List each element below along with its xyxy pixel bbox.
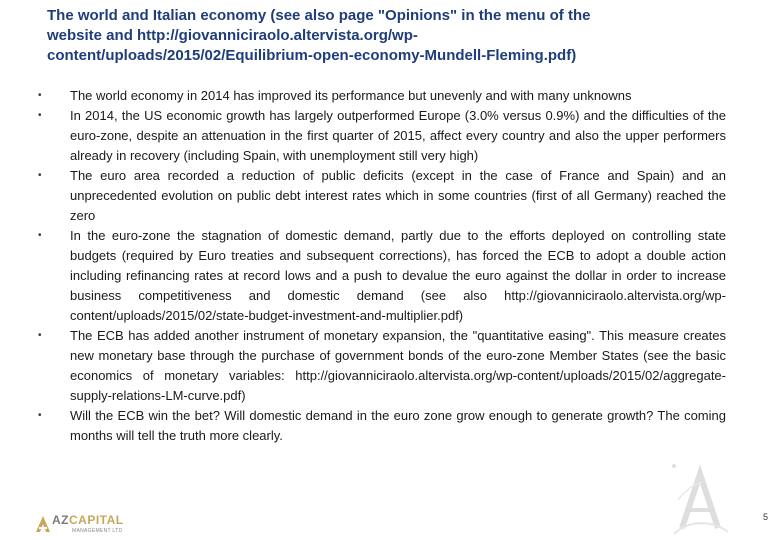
slide-title-line-1: The world and Italian economy (see also page "Opinions" in the menu of the [47,7,591,24]
bullet-item-ecb-bet: • Will the ECB win the bet? Will domestic demand in the euro zone grow enough to generate growth? The coming months will tell the truth more clearly. [70,406,726,446]
logo-wordmark-capital: CAPITAL [69,513,124,527]
bullet-item-domestic-demand: • In the euro-zone the stagnation of domestic demand, partly due to the efforts deployed on controlling state budgets (required by Euro treaties and subsequent corrections), has forced the ECB to adopt a double action including refinancing rates at record lows and a push to devalue the euro against the dollar in order to increase business competitiveness and domestic demand (see also http://giovanniciraolo.altervista.org/wp-content/uploads/2015/02/state-budget-investment-and-multiplier.pdf) [70,226,726,326]
page-number: 5 [762,512,768,522]
bullet-item-world-economy: • The world economy in 2014 has improved its performance but unevenly and with many unknowns [70,86,726,106]
logo-subtitle: MANAGEMENT LTD [72,528,123,534]
slide-title [47,6,747,66]
slide-title-line-2: website and http://giovanniciraolo.altervista.org/wp- [47,27,418,44]
bullet-list [70,86,726,446]
bullet-item-quantitative-easing: • The ECB has added another instrument of monetary expansion, the "quantitative easing". This measure creates new monetary base through the purchase of government bonds of the euro-zone Member States (see the basic economics of monetary variables: http://giovanniciraolo.altervista.org/wp-content/uploads/2015/02/aggregate-supply-relations-LM-curve.pdf) [70,326,726,406]
logo-wordmark [52,513,124,527]
slide-title-line-3: content/uploads/2015/02/Equilibrium-open-economy-Mundell-Fleming.pdf) [47,47,577,64]
letter-a-seal-watermark-icon [668,460,732,538]
company-logo [36,513,124,537]
az-capital-logo-icon [36,516,50,532]
bullet-item-public-deficits: • The euro area recorded a reduction of public deficits (except in the case of France and Spain) and an unprecedented evolution on public debt interest rates which in some countries (first of all Germany) reached the zero [70,166,726,226]
bullet-item-us-growth: • In 2014, the US economic growth has largely outperformed Europe (3.0% versus 0.9%) and the difficulties of the euro-zone, despite an attenuation in the first quarter of 2015, affect every country and also the upper performers already in recovery (including Spain, with unemployment still very high) [70,106,726,166]
logo-wordmark-az: AZ [52,513,69,527]
